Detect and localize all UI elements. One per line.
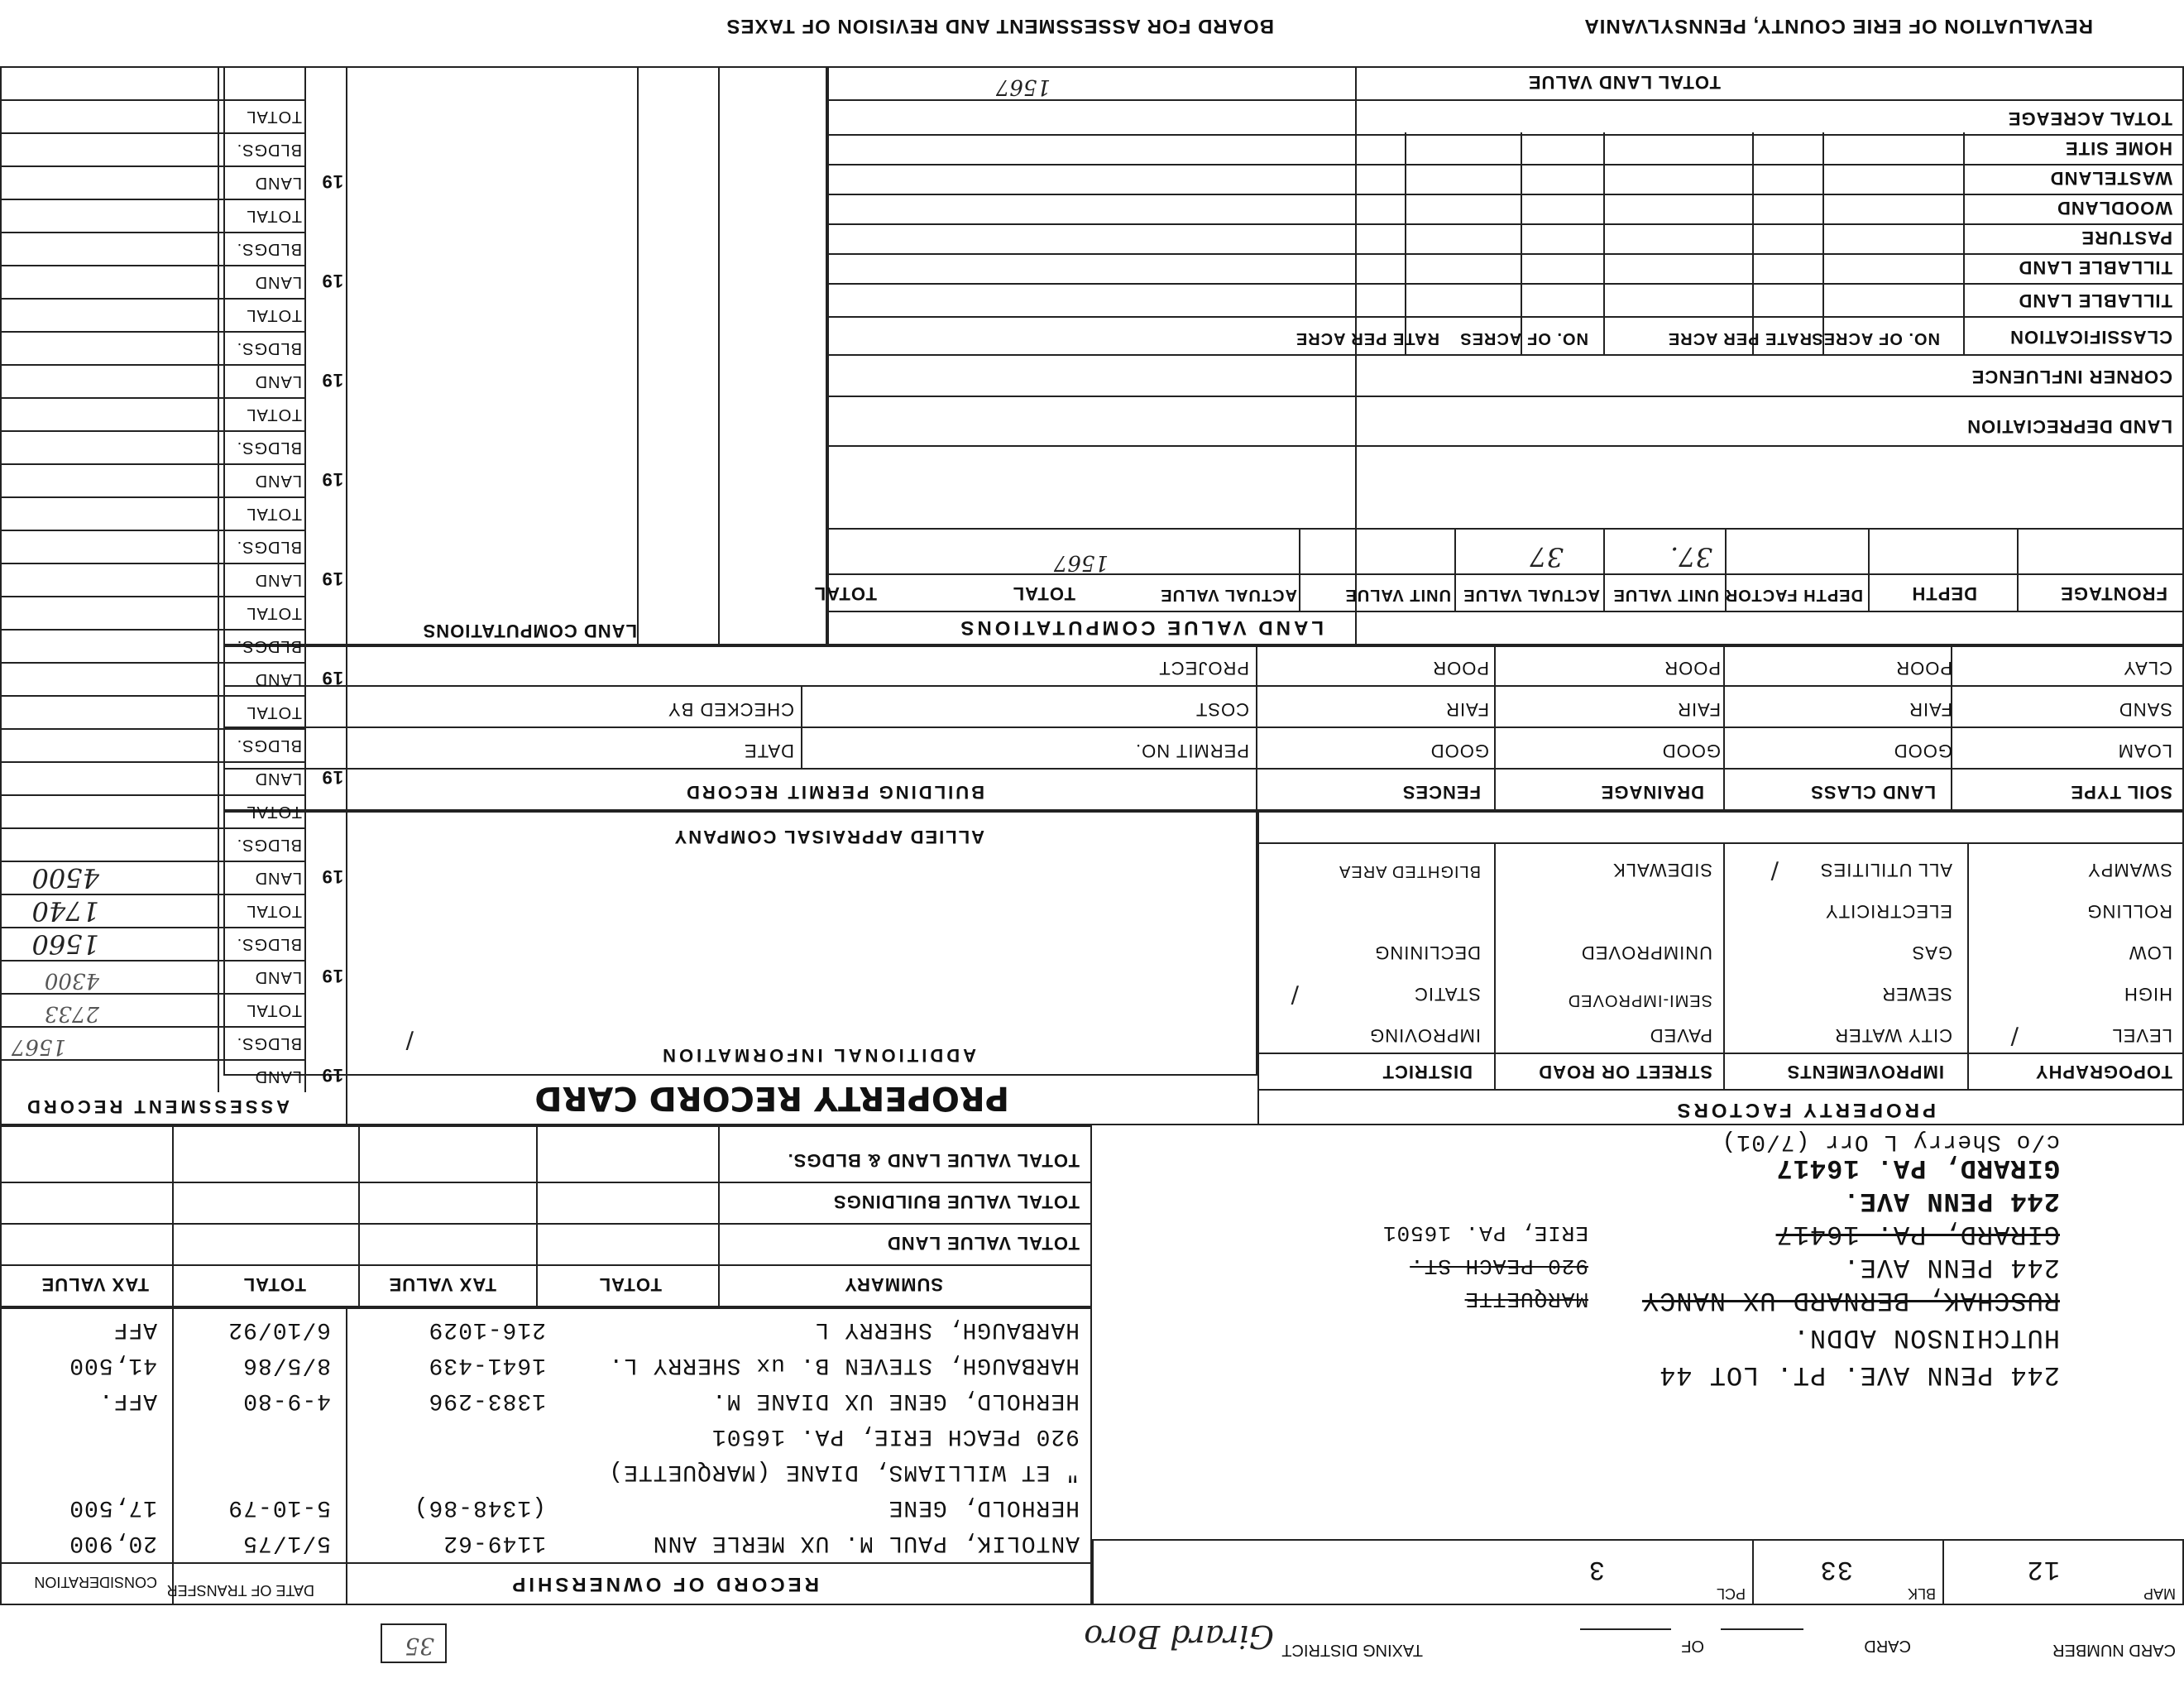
hw-bldgs-val: 1740 xyxy=(31,895,99,927)
assessment-label-land: LAND xyxy=(254,869,302,887)
ownership-consideration: AFF xyxy=(113,1316,157,1342)
box-number-value: 35 xyxy=(405,1633,434,1660)
card-label: CARD xyxy=(1864,1637,1911,1655)
ownership-book: 1641-439 xyxy=(428,1352,546,1378)
address-peach: 920 PEACH ST. xyxy=(1410,1254,1588,1278)
check-level: / xyxy=(2010,1024,2019,1051)
assessment-label-bldgs: BLDGS. xyxy=(236,637,302,655)
hw-a2: 2733 xyxy=(44,1001,99,1026)
rate-per-acre-1: RATE PER ACRE xyxy=(1667,329,1812,348)
permit-no: PERMIT NO. xyxy=(1135,741,1249,761)
blk-value: 33 xyxy=(1819,1554,1853,1585)
total-land-value-label: TOTAL LAND VALUE xyxy=(1527,72,1721,93)
ownership-consideration: 20,900 xyxy=(69,1530,157,1556)
total-value-land: TOTAL VALUE LAND xyxy=(886,1233,1080,1254)
street-unimproved: UNIMPROVED xyxy=(1580,942,1712,963)
good-1: GOOD xyxy=(1893,741,1952,761)
ownership-date: 8/5/86 xyxy=(242,1352,331,1378)
poor-2: POOR xyxy=(1664,658,1721,679)
assessment-year-prefix: 19 xyxy=(321,171,343,192)
good-3: GOOD xyxy=(1430,741,1489,761)
ownership-date: 6/10/92 xyxy=(228,1316,331,1342)
assessment-label-land: LAND xyxy=(254,770,302,788)
topography: TOPOGRAPHY xyxy=(2034,1062,2172,1082)
permit-checked-by: CHECKED BY xyxy=(667,699,794,720)
fair-2: FAIR xyxy=(1677,699,1721,720)
street-paved: PAVED xyxy=(1649,1025,1712,1046)
address-struck-owner: RUSCHAK, BERNARD UX NANCY xyxy=(1641,1285,2060,1316)
assessment-label-total: TOTAL xyxy=(246,803,302,821)
assessment-year-prefix: 19 xyxy=(321,866,343,887)
depth: DEPTH xyxy=(1911,583,1977,604)
ownership-consideration: AFF. xyxy=(98,1388,157,1413)
land-value-computations: LAND VALUE COMPUTATIONS xyxy=(957,616,1324,639)
impr-gas: GAS xyxy=(1911,942,1952,963)
depth-factor: DEPTH FACTOR xyxy=(1724,586,1863,604)
assessment-label-bldgs: BLDGS. xyxy=(236,240,302,258)
assessment-label-bldgs: BLDGS. xyxy=(236,836,302,854)
consideration: CONSIDERATION xyxy=(34,1574,157,1590)
hw-unit-value: 37. xyxy=(1670,541,1712,573)
district-declining: DECLINING xyxy=(1374,942,1481,963)
row-home-site: HOME SITE xyxy=(2064,138,2172,159)
unit-value-2: UNIT VALUE xyxy=(1344,586,1451,604)
street-semi-improved: SEMI-IMPROVED xyxy=(1567,991,1712,1009)
assessment-year-prefix: 19 xyxy=(321,370,343,391)
blk-label: BLK xyxy=(1907,1585,1936,1602)
ownership-title: RECORD OF OWNERSHIP xyxy=(509,1573,819,1595)
soil-type: SOIL TYPE xyxy=(2070,782,2172,803)
total-value-land-bldgs: TOTAL VALUE LAND & BLDGS. xyxy=(787,1150,1080,1171)
frontage: FRONTAGE xyxy=(2060,583,2167,604)
assessment-label-land: LAND xyxy=(254,968,302,986)
assessment-label-total: TOTAL xyxy=(246,703,302,722)
pcl-value: 3 xyxy=(1588,1554,1605,1585)
hw-total-land-value: 1567 xyxy=(995,74,1051,99)
assessment-label-total: TOTAL xyxy=(246,1001,302,1019)
land-depreciation: LAND DEPRECIATION xyxy=(1966,416,2172,437)
assessment-label-total: TOTAL xyxy=(246,505,302,523)
soil-loam: LOAM xyxy=(2117,741,2172,761)
assessment-label-total: TOTAL xyxy=(246,405,302,424)
impr-city-water: CITY WATER xyxy=(1834,1025,1952,1046)
street-or-road: STREET OR ROAD xyxy=(1538,1062,1712,1082)
soil-sand: SAND xyxy=(2118,699,2172,720)
ownership-book: 1149-62 xyxy=(443,1530,546,1556)
ownership-date: 5/1/75 xyxy=(242,1530,331,1556)
mark-additional: / xyxy=(405,1028,414,1055)
address-erie: ERIE, PA. 16501 xyxy=(1382,1220,1588,1245)
ownership-date: 4-9-80 xyxy=(242,1388,331,1413)
date-of-transfer: DATE OF TRANSFER xyxy=(166,1582,314,1599)
address-line3: 244 PENN AVE. xyxy=(1842,1252,2060,1283)
ownership-book: 1383-296 xyxy=(428,1388,546,1413)
assessment-label-land: LAND xyxy=(254,372,302,391)
assessment-label-bldgs: BLDGS. xyxy=(236,439,302,457)
building-permit-title: BUILDING PERMIT RECORD xyxy=(684,782,984,803)
no-of-acres-1: NO. OF ACRES xyxy=(1811,329,1940,348)
impr-electricity: ELECTRICITY xyxy=(1824,901,1952,922)
permit-date: DATE xyxy=(743,741,794,761)
street-sidewalk: SIDEWALK xyxy=(1612,860,1712,880)
card-number: CARD NUMBER xyxy=(2052,1641,2176,1659)
permit-cost: COST xyxy=(1195,699,1249,720)
topo-swampy: SWAMPY xyxy=(2087,860,2172,880)
good-2: GOOD xyxy=(1661,741,1721,761)
row-tillable-2: TILLABLE LAND xyxy=(2018,290,2172,311)
unit-value-1: UNIT VALUE xyxy=(1612,586,1719,604)
topo-level: LEVEL xyxy=(2111,1025,2172,1046)
assessment-record-title: ASSESSMENT RECORD xyxy=(23,1096,290,1117)
additional-information: ADDITIONAL INFORMATION xyxy=(659,1045,976,1066)
property-factors-title: PROPERTY FACTORS xyxy=(1674,1099,1936,1121)
assessment-year-prefix: 19 xyxy=(321,966,343,986)
row-tillable-1: TILLABLE LAND xyxy=(2018,257,2172,278)
corner-influence: CORNER INFLUENCE xyxy=(1971,367,2172,387)
impr-sewer: SEWER xyxy=(1881,984,1952,1005)
actual-value-1: ACTUAL VALUE xyxy=(1463,586,1600,604)
assessment-year-prefix: 19 xyxy=(321,271,343,291)
address-line1: 244 PENN AVE. PT. LOT 44 xyxy=(1659,1360,2060,1390)
fair-3: FAIR xyxy=(1445,699,1489,720)
assessment-label-total: TOTAL xyxy=(246,902,302,920)
summary-total: TOTAL xyxy=(598,1274,662,1295)
taxing-district: TAXING DISTRICT xyxy=(1281,1641,1423,1659)
assessment-label-bldgs: BLDGS. xyxy=(236,1034,302,1053)
row-wasteland: WASTELAND xyxy=(2049,168,2172,189)
ownership-book: (1348-86) xyxy=(413,1494,546,1520)
topo-high: HIGH xyxy=(2124,984,2172,1005)
district: DISTRICT xyxy=(1382,1062,1473,1082)
ownership-date: 5-10-79 xyxy=(228,1494,331,1520)
district-handwritten: Girard Boro xyxy=(1084,1618,1274,1655)
ownership-book: 216-1029 xyxy=(428,1316,546,1342)
pcl-label: PCL xyxy=(1716,1585,1746,1602)
summary-tax-value-2: TAX VALUE xyxy=(41,1274,149,1295)
assessment-label-land: LAND xyxy=(254,1067,302,1086)
assessment-label-land: LAND xyxy=(254,174,302,192)
ownership-name: HERHOLD, GENE xyxy=(888,1494,1080,1520)
district-static: STATIC xyxy=(1414,984,1481,1005)
assessment-label-total: TOTAL xyxy=(246,108,302,126)
allied-appraisal: ALLIED APPRAISAL COMPANY xyxy=(673,827,984,847)
address-line5: GIRARD, PA. 16417 xyxy=(1775,1153,2060,1183)
assessment-label-total: TOTAL xyxy=(246,306,302,324)
assessment-year-prefix: 19 xyxy=(321,767,343,788)
assessment-label-bldgs: BLDGS. xyxy=(236,339,302,357)
address-co: c/o Sherry L Orr (7/01) xyxy=(1721,1129,2060,1154)
assessment-label-land: LAND xyxy=(254,273,302,291)
check-all-utilities: / xyxy=(1770,858,1779,885)
fair-1: FAIR xyxy=(1909,699,1952,720)
hw-total-val: 4500 xyxy=(31,862,99,894)
ownership-name: 920 PEACH ERIE, PA. 16501 xyxy=(711,1423,1080,1449)
poor-1: POOR xyxy=(1895,658,1952,679)
assessment-label-land: LAND xyxy=(254,472,302,490)
district-blighted: BLIGHTED AREA xyxy=(1339,862,1481,880)
topo-low: LOW xyxy=(2128,942,2172,963)
soil-clay: CLAY xyxy=(2123,658,2172,679)
ownership-name: HERHOLD, GENE UX DIANE M. xyxy=(711,1388,1080,1413)
assessment-year-prefix: 19 xyxy=(321,668,343,688)
ownership-name: ANTOLIK, PAUL M. UX MERLE ANN xyxy=(652,1530,1080,1556)
ownership-consideration: 41,500 xyxy=(69,1352,157,1378)
classification-label: CLASSIFICATION xyxy=(2009,327,2172,348)
of-label: OF xyxy=(1681,1637,1704,1655)
poor-3: POOR xyxy=(1432,658,1489,679)
actual-value-2: ACTUAL VALUE xyxy=(1160,586,1297,604)
hw-a3: 4300 xyxy=(44,968,99,993)
total-acreage-label: TOTAL ACREAGE xyxy=(2007,108,2172,129)
ownership-name: " ET WILLIAMS, DIANE (MARQUETTE) xyxy=(608,1459,1080,1484)
fences: FENCES xyxy=(1401,782,1481,803)
hw-land-val: 1560 xyxy=(31,928,99,960)
rate-per-acre-2: RATE PER ACRE xyxy=(1295,329,1439,348)
district-improving: IMPROVING xyxy=(1369,1025,1481,1046)
assessment-year-prefix: 19 xyxy=(321,469,343,490)
address-struck-city: GIRARD, PA. 16417 xyxy=(1775,1219,2060,1249)
ownership-name: HARBAUGH, STEVEN B. ux SHERRY L. xyxy=(608,1352,1080,1378)
summary-total-2: TOTAL xyxy=(242,1274,306,1295)
total-value-buildings: TOTAL VALUE BUILDINGS xyxy=(832,1192,1080,1212)
land-computations-label: LAND COMPUTATIONS xyxy=(422,621,637,641)
total-col-2: TOTAL xyxy=(813,583,877,604)
summary-label: SUMMARY xyxy=(844,1274,943,1295)
permit-project: PROJECT xyxy=(1158,658,1249,679)
row-pasture: PASTURE xyxy=(2081,228,2172,248)
assessment-year-prefix: 19 xyxy=(321,568,343,589)
address-line2: HUTCHINSON ADDN. xyxy=(1792,1322,2060,1353)
total-col-1: TOTAL xyxy=(1012,583,1075,604)
assessment-label-bldgs: BLDGS. xyxy=(236,141,302,159)
map-value: 12 xyxy=(2026,1554,2060,1585)
improvements: IMPROVEMENTS xyxy=(1786,1062,1944,1082)
ownership-consideration: 17,500 xyxy=(69,1494,157,1520)
card-title: PROPERTY RECORD CARD xyxy=(534,1079,1009,1117)
map-label: MAP xyxy=(2143,1585,2176,1602)
header-right-title: BOARD FOR ASSESSMENT AND REVISION OF TAXES xyxy=(726,15,1274,37)
no-of-acres-2: NO. OF ACRES xyxy=(1459,329,1588,348)
assessment-label-total: TOTAL xyxy=(246,604,302,622)
land-class: LAND CLASS xyxy=(1810,782,1936,803)
hw-actual-value: 37 xyxy=(1530,541,1564,573)
additional-info-box xyxy=(223,811,1257,1076)
assessment-label-land: LAND xyxy=(254,670,302,688)
header-left-title: REVALUATION OF ERIE COUNTY, PENNSYLVANIA xyxy=(1583,15,2093,37)
assessment-label-land: LAND xyxy=(254,571,302,589)
assessment-label-bldgs: BLDGS. xyxy=(236,736,302,755)
assessment-label-total: TOTAL xyxy=(246,207,302,225)
assessment-label-bldgs: BLDGS. xyxy=(236,935,302,953)
impr-all-utilities: ALL UTILITIES xyxy=(1819,860,1952,880)
drainage: DRAINAGE xyxy=(1600,782,1704,803)
hw-total: 1567 xyxy=(1053,550,1109,575)
address-line4: 244 PENN AVE. xyxy=(1842,1186,2060,1216)
summary-tax-value: TAX VALUE xyxy=(388,1274,496,1295)
check-static: / xyxy=(1291,982,1299,1009)
assessment-year-prefix: 19 xyxy=(321,1065,343,1086)
assessment-label-bldgs: BLDGS. xyxy=(236,538,302,556)
parcel-box xyxy=(1092,1539,2184,1605)
hw-a1: 1567 xyxy=(11,1034,66,1059)
address-marquette: MARQUETTE xyxy=(1464,1287,1588,1312)
land-value-area xyxy=(827,66,2184,645)
ownership-name: HARBAUGH, SHERRY L xyxy=(814,1316,1080,1342)
topo-rolling: ROLLING xyxy=(2086,901,2172,922)
row-woodland: WOODLAND xyxy=(2057,198,2172,218)
